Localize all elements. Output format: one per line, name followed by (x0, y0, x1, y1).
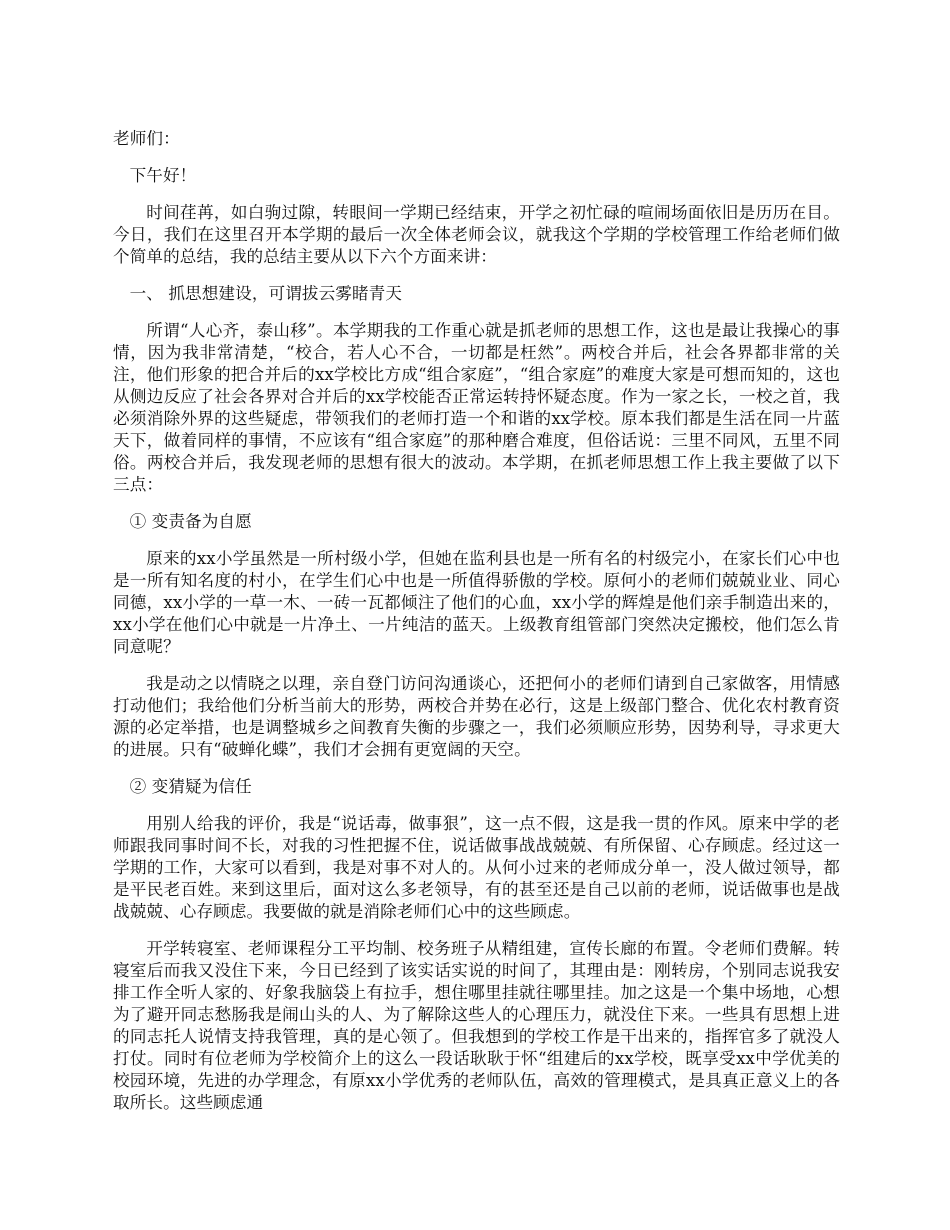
point-1-paragraph-1: 原来的xx小学虽然是一所村级小学，但她在监利县也是一所有名的村级完小，在家长们心中也是一所有知名度的村小，在学生们心中也是一所值得骄傲的学校。原何小的老师们兢兢业业、同心同德，xx小学的一草一木、一砖一瓦都倾注了他们的心血，xx小学的辉煌是他们亲手制造出来的，xx小学在他们心中就是一片净土、一片纯洁的蓝天。上级教育组管部门突然决定搬校，他们怎么肯同意呢？ (113, 549, 840, 656)
point-2-paragraph-2: 开学转寝室、老师课程分工平均制、校务班子从精组建，宣传长廊的布置。令老师们费解。转寝室后而我又没住下来，今日已经到了该实话实说的时间了，其理由是：刚转房，个别同志说我安排工作全听人家的、好象我脑袋上有拉手，想住哪里挂就往哪里挂。加之这是一个集中场地，心想为了避开同志愁肠我是闹山头的人、为了解除这些人的心理压力，就没住下来。一些具有思想上进的同志托人说情支持我管理，真的是心领了。但我想到的学校工作是干出来的，指挥官多了就没人打仗。同时有位老师为学校简介上的这么一段话耿耿于怀“组建后的xx学校，既享受xx中学优美的校园环境，先进的办学理念，有原xx小学优秀的老师队伍，高效的管理模式，是具真正意义上的各取所长。这些顾虑通 (113, 939, 840, 1112)
point-2-paragraph-1: 用别人给我的评价，我是“说话毒，做事狠”，这一点不假，这是我一贯的作风。原来中学的老师跟我同事时间不长，对我的习性把握不住，说话做事战战兢兢、有所保留、心存顾虑。经过这一学期的工作，大家可以看到，我是对事不对人的。从何小过来的老师成分单一，没人做过领导，都是平民老百姓。来到这里后，面对这么多老领导，有的甚至还是自己以前的老师，说话做事也是战战兢兢、心存顾虑。我要做的就是消除老师们心中的这些顾虑。 (113, 814, 840, 921)
salutation: 老师们： (113, 129, 180, 148)
section-1-heading: 一、 抓思想建设，可谓拔云雾睹青天 (129, 284, 403, 303)
point-1-paragraph-2: 我是动之以情晓之以理，亲自登门访问沟通谈心，还把何小的老师们请到自己家做客，用情感打动他们；我给他们分析当前大的形势，两校合并势在必行，这是上级部门整合、优化农村教育资源的必定举措，也是调整城乡之间教育失衡的步骤之一，我们必须顺应形势，因势利导，寻求更大的进展。只有“破蝉化蝶”，我们才会拥有更宽阔的天空。 (113, 674, 840, 759)
point-1-heading: ① 变责备为自愿 (129, 512, 252, 531)
document-page (113, 128, 840, 1129)
intro-paragraph: 时间荏苒，如白驹过隙，转眼间一学期已经结束，开学之初忙碌的喧闹场面依旧是历历在目。今日，我们在这里召开本学期的最后一次全体老师会议，就我这个学期的学校管理工作给老师们做个简单的总结，我的总结主要从以下六个方面来讲： (113, 203, 840, 266)
section-1-paragraph: 所谓“人心齐，泰山移”。本学期我的工作重心就是抓老师的思想工作，这也是最让我操心的事情，因为我非常清楚，“校合，若人心不合，一切都是枉然”。两校合并后，社会各界都非常的关注，他们形象的把合并后的xx学校比方成“组合家庭”，“组合家庭”的难度大家是可想而知的，这也从侧边反应了社会各界对合并后的xx学校能否正常运转持怀疑态度。作为一家之长，一校之首，我必须消除外界的这些疑虑，带领我们的老师打造一个和谐的xx学校。原本我们都是生活在同一片蓝天下，做着同样的事情，不应该有“组合家庭”的那种磨合难度，但俗话说：三里不同风，五里不同俗。两校合并后，我发现老师的思想有很大的波动。本学期，在抓老师思想工作上我主要做了以下三点： (113, 321, 840, 494)
point-2-heading: ② 变猜疑为信任 (129, 777, 252, 796)
greeting: 下午好！ (129, 166, 197, 185)
